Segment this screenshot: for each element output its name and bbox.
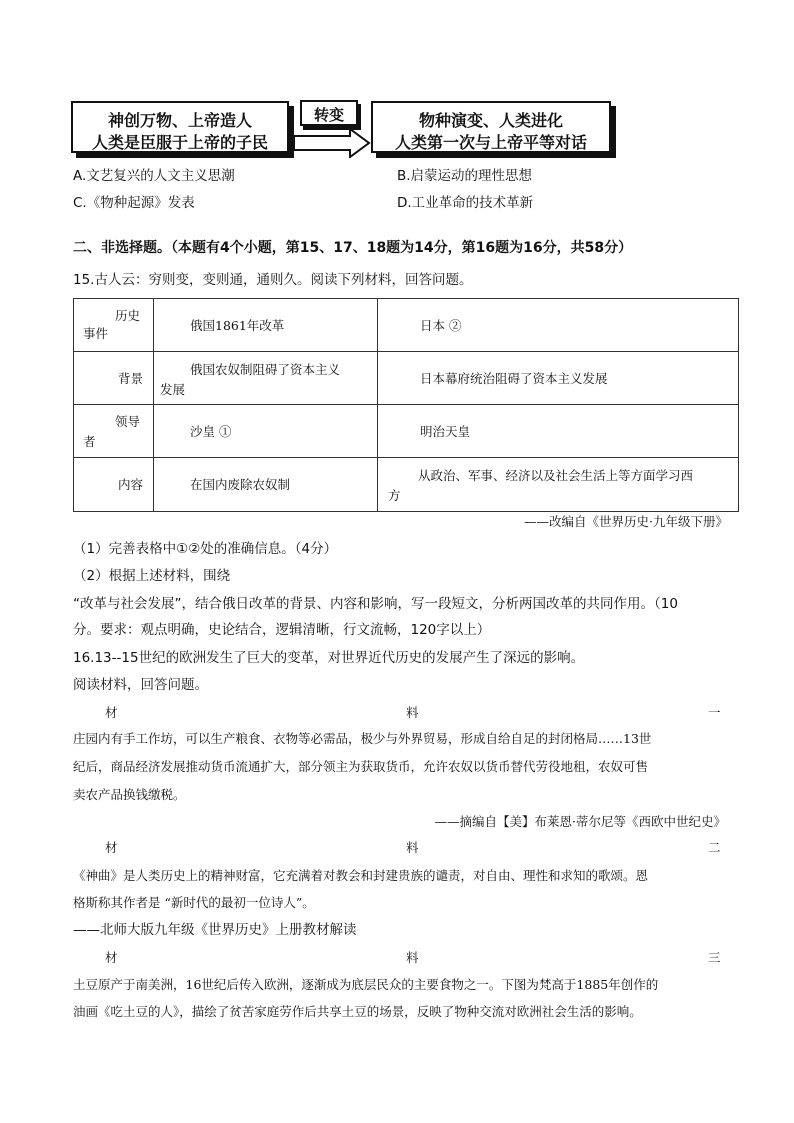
material2-source: ——北师大版九年级《世界历史》上册教材解读: [73, 922, 357, 938]
table-cell-japan-content-2: 方: [388, 488, 401, 503]
material1-line1: 庄园内有手工作坊，可以生产粮食、衣物等必需品，极少与外界贸易，形成自给自足的封闭格局……13世: [73, 731, 652, 746]
table-line: [738, 298, 739, 512]
material1-label-1: 材: [105, 705, 118, 720]
material2-label-1: 材: [105, 840, 118, 855]
material2-line2: 格斯称其作者是 “新时代的最初一位诗人”。: [73, 895, 315, 910]
right-box-line1: 物种演变、人类进化: [418, 111, 563, 130]
table-line: [73, 404, 739, 405]
q16-read: 阅读材料，回答问题。: [73, 677, 208, 693]
q15-source: ——改编自《世界历史·九年级下册》: [524, 514, 728, 529]
left-box: [71, 101, 289, 153]
q15-sub2-line3: 分。要求：观点明确，史论结合，逻辑清晰，行文流畅，120字以上）: [73, 622, 491, 638]
table-line: [377, 298, 378, 512]
table-cell-russia-background-2: 发展: [160, 382, 186, 397]
material2-label-2: 料: [406, 840, 419, 855]
arrow-label-box: [300, 100, 358, 126]
table-cell-russia-background-1: 俄国农奴制阻碍了资本主义: [190, 362, 341, 377]
q15-sub1: （1）完善表格中①②处的准确信息。（4分）: [73, 541, 338, 557]
table-cell-japan-content-1: 从政治、军事、经济以及社会生活上等方面学习西: [418, 468, 694, 483]
table-cell-japan-event: 日本 ②: [420, 318, 462, 333]
table-header-event-1: 历史: [115, 308, 141, 323]
material2-label-3: 二: [708, 840, 721, 855]
material1-line3: 卖农产品换钱缴税。: [73, 787, 186, 802]
left-box-line1: 神创万物、上帝造人: [107, 111, 252, 130]
q15-sub2-line2: “改革与社会发展”，结合俄日改革的背景、内容和影响，写一段短文，分析两国改革的共同作用。（10: [73, 596, 678, 612]
arrow-right-icon: [292, 128, 372, 158]
table-cell-japan-background: 日本幕府统治阻碍了资本主义发展: [420, 371, 608, 386]
material3-label-2: 料: [406, 950, 419, 965]
table-line: [153, 298, 154, 512]
option-b: B.启蒙运动的理性思想: [397, 168, 533, 184]
table-line: [73, 457, 739, 458]
right-box: [371, 101, 611, 153]
table-header-leader-1: 领导: [115, 414, 141, 429]
material2-line1: 《神曲》是人类历史上的精神财富，它充满着对教会和封建贵族的谴责，对自由、理性和求知的歌颂。恩: [73, 868, 649, 883]
q15-sub2-line1: （2）根据上述材料，围绕: [73, 568, 231, 584]
section2-heading: 二、非选择题。（本题有4个小题，第15、17、18题为14分，第16题为16分，共58分）: [73, 240, 633, 256]
table-cell-russia-event: 俄国1861年改革: [190, 318, 285, 333]
arrow-label: 转变: [313, 106, 344, 124]
material3-label-3: 三: [708, 950, 721, 965]
material1-line2: 纪后，商品经济发展推动货币流通扩大，部分领主为获取货币，允许农奴以货币替代劳役地租，农奴可售: [73, 759, 649, 774]
option-a: A.文艺复兴的人文主义思潮: [73, 168, 235, 184]
table-line: [73, 298, 74, 512]
material3-line1: 土豆原产于南美洲，16世纪后传入欧洲，逐渐成为底层民众的主要食物之一。下图为梵高于1885年创作的: [73, 977, 659, 992]
table-cell-russia-content: 在国内废除农奴制: [190, 477, 291, 492]
option-c: C.《物种起源》发表: [73, 195, 195, 211]
table-header-event-2: 事件: [83, 326, 109, 341]
table-header-background: 背景: [118, 371, 144, 386]
table-header-content: 内容: [118, 477, 144, 492]
material3-line2: 油画《吃土豆的人》，描绘了贫苦家庭劳作后共享土豆的场景，反映了物种交流对欧洲社会生活的影响。: [73, 1004, 642, 1019]
table-cell-japan-leader: 明治天皇: [420, 424, 471, 439]
table-line: [73, 298, 739, 299]
left-box-line2: 人类是臣服于上帝的子民: [91, 133, 268, 152]
table-line: [73, 351, 739, 352]
q16-intro: 16.13--15世纪的欧洲发生了巨大的变革，对世界近代历史的发展产生了深远的影响。: [73, 650, 585, 666]
right-box-line2: 人类第一次与上帝平等对话: [394, 133, 587, 152]
material1-label-2: 料: [406, 705, 419, 720]
option-d: D.工业革命的技术革新: [397, 195, 534, 211]
material1-label-3: 一: [708, 705, 721, 720]
table-cell-russia-leader: 沙皇 ①: [190, 424, 232, 439]
q15-intro: 15.古人云：穷则变，变则通，通则久。阅读下列材料，回答问题。: [73, 272, 473, 288]
table-header-leader-2: 者: [83, 434, 96, 449]
material1-source: ——摘编自【美】布莱恩·蒂尔尼等《西欧中世纪史》: [434, 814, 726, 829]
material3-label-1: 材: [105, 950, 118, 965]
